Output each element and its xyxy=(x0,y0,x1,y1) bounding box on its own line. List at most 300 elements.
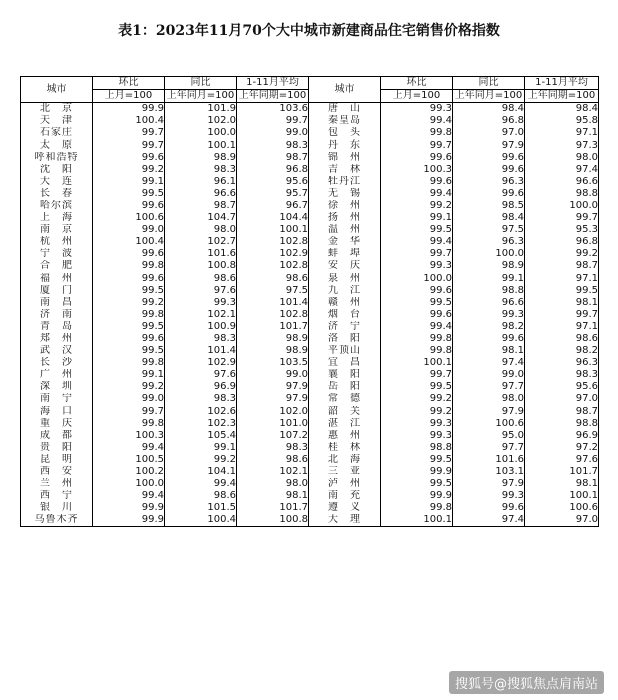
mom-left-cell: 99.8 xyxy=(93,260,165,272)
avg-right-cell: 97.4 xyxy=(525,164,599,176)
city-right-cell: 桂 林 xyxy=(309,442,381,454)
table-row xyxy=(21,285,599,297)
mom-right-cell: 99.5 xyxy=(381,381,453,393)
avg-left-cell: 107.2 xyxy=(237,430,309,442)
yoy-left-cell: 104.7 xyxy=(165,212,237,224)
mom-left-cell: 99.7 xyxy=(93,139,165,151)
avg-right-cell: 98.8 xyxy=(525,418,599,430)
mom-left-cell: 99.9 xyxy=(93,502,165,514)
city-right-cell: 唐 山 xyxy=(309,103,381,116)
mom-right-cell: 100.0 xyxy=(381,273,453,285)
yoy-left-cell: 98.6 xyxy=(165,490,237,502)
mom-left-cell: 99.2 xyxy=(93,164,165,176)
table-row xyxy=(21,297,599,309)
city-left-cell: 杭 州 xyxy=(21,236,93,248)
city-right-cell: 牡丹江 xyxy=(309,176,381,188)
mom-left-cell: 99.2 xyxy=(93,381,165,393)
table-row xyxy=(21,164,599,176)
table-row xyxy=(21,200,599,212)
yoy-right-cell: 98.2 xyxy=(453,321,525,333)
mom-right-cell: 98.8 xyxy=(381,442,453,454)
table-row xyxy=(21,139,599,151)
yoy-left-cell: 102.9 xyxy=(165,357,237,369)
mom-right-cell: 100.1 xyxy=(381,514,453,527)
city-left-cell: 兰 州 xyxy=(21,478,93,490)
city-right-cell: 蚌 埠 xyxy=(309,248,381,260)
mom-left-cell: 99.4 xyxy=(93,442,165,454)
avg-right-cell: 99.7 xyxy=(525,309,599,321)
mom-left-cell: 99.8 xyxy=(93,309,165,321)
city-right-cell: 无 锡 xyxy=(309,188,381,200)
avg-left-cell: 103.5 xyxy=(237,357,309,369)
avg-right-cell: 97.0 xyxy=(525,514,599,527)
avg-left-cell: 104.4 xyxy=(237,212,309,224)
avg-right-cell: 96.3 xyxy=(525,357,599,369)
header-avg-left: 1-11月平均 xyxy=(237,77,309,90)
yoy-right-cell: 99.3 xyxy=(453,490,525,502)
yoy-right-cell: 98.8 xyxy=(453,285,525,297)
table-row xyxy=(21,381,599,393)
yoy-right-cell: 99.6 xyxy=(453,152,525,164)
avg-left-cell: 98.0 xyxy=(237,478,309,490)
avg-left-cell: 98.3 xyxy=(237,139,309,151)
table-row xyxy=(21,115,599,127)
avg-left-cell: 99.0 xyxy=(237,369,309,381)
mom-left-cell: 99.9 xyxy=(93,103,165,116)
city-left-cell: 武 汉 xyxy=(21,345,93,357)
header-mom-right: 环比 xyxy=(381,77,453,90)
table-row xyxy=(21,212,599,224)
header-mom-base-right: 上月=100 xyxy=(381,90,453,103)
table-row xyxy=(21,260,599,272)
mom-left-cell: 99.6 xyxy=(93,273,165,285)
table-row xyxy=(21,514,599,527)
table-body xyxy=(21,103,599,527)
yoy-right-cell: 98.1 xyxy=(453,345,525,357)
avg-right-cell: 97.3 xyxy=(525,139,599,151)
mom-right-cell: 99.3 xyxy=(381,430,453,442)
price-index-table xyxy=(20,76,599,527)
yoy-right-cell: 96.6 xyxy=(453,297,525,309)
table-row xyxy=(21,321,599,333)
avg-right-cell: 97.1 xyxy=(525,321,599,333)
mom-right-cell: 99.8 xyxy=(381,502,453,514)
city-right-cell: 包 头 xyxy=(309,127,381,139)
yoy-left-cell: 99.1 xyxy=(165,442,237,454)
yoy-left-cell: 97.6 xyxy=(165,369,237,381)
yoy-right-cell: 99.1 xyxy=(453,273,525,285)
avg-left-cell: 98.7 xyxy=(237,152,309,164)
yoy-left-cell: 100.9 xyxy=(165,321,237,333)
yoy-left-cell: 100.4 xyxy=(165,514,237,527)
avg-right-cell: 98.4 xyxy=(525,103,599,116)
table-row xyxy=(21,466,599,478)
avg-right-cell: 98.1 xyxy=(525,297,599,309)
avg-left-cell: 97.9 xyxy=(237,393,309,405)
city-right-cell: 泉 州 xyxy=(309,273,381,285)
mom-right-cell: 99.5 xyxy=(381,224,453,236)
mom-right-cell: 99.4 xyxy=(381,321,453,333)
city-left-cell: 青 岛 xyxy=(21,321,93,333)
yoy-right-cell: 98.0 xyxy=(453,393,525,405)
yoy-left-cell: 98.3 xyxy=(165,333,237,345)
mom-right-cell: 99.5 xyxy=(381,297,453,309)
mom-left-cell: 99.5 xyxy=(93,188,165,200)
city-left-cell: 郑 州 xyxy=(21,333,93,345)
city-left-cell: 广 州 xyxy=(21,369,93,381)
avg-left-cell: 102.8 xyxy=(237,260,309,272)
city-right-cell: 九 江 xyxy=(309,285,381,297)
city-right-cell: 济 宁 xyxy=(309,321,381,333)
city-left-cell: 长 沙 xyxy=(21,357,93,369)
mom-left-cell: 99.6 xyxy=(93,248,165,260)
city-left-cell: 呼和浩特 xyxy=(21,152,93,164)
avg-right-cell: 100.6 xyxy=(525,502,599,514)
yoy-left-cell: 96.1 xyxy=(165,176,237,188)
avg-left-cell: 101.7 xyxy=(237,502,309,514)
yoy-left-cell: 101.6 xyxy=(165,248,237,260)
city-left-cell: 哈尔滨 xyxy=(21,200,93,212)
avg-right-cell: 99.2 xyxy=(525,248,599,260)
yoy-right-cell: 99.6 xyxy=(453,164,525,176)
avg-left-cell: 102.0 xyxy=(237,406,309,418)
city-right-cell: 泸 州 xyxy=(309,478,381,490)
avg-right-cell: 96.9 xyxy=(525,430,599,442)
avg-right-cell: 98.2 xyxy=(525,345,599,357)
city-left-cell: 乌鲁木齐 xyxy=(21,514,93,527)
city-left-cell: 深 圳 xyxy=(21,381,93,393)
yoy-left-cell: 102.6 xyxy=(165,406,237,418)
city-right-cell: 金 华 xyxy=(309,236,381,248)
table-row xyxy=(21,430,599,442)
mom-right-cell: 99.2 xyxy=(381,393,453,405)
table-row xyxy=(21,188,599,200)
avg-right-cell: 100.0 xyxy=(525,200,599,212)
yoy-left-cell: 98.3 xyxy=(165,393,237,405)
mom-right-cell: 99.1 xyxy=(381,212,453,224)
city-left-cell: 海 口 xyxy=(21,406,93,418)
header-avg-base-left: 上年同期=100 xyxy=(237,90,309,103)
yoy-left-cell: 102.7 xyxy=(165,236,237,248)
avg-left-cell: 95.6 xyxy=(237,176,309,188)
city-right-cell: 襄 阳 xyxy=(309,369,381,381)
city-right-cell: 洛 阳 xyxy=(309,333,381,345)
mom-right-cell: 99.8 xyxy=(381,333,453,345)
city-left-cell: 成 都 xyxy=(21,430,93,442)
city-left-cell: 长 春 xyxy=(21,188,93,200)
yoy-left-cell: 96.9 xyxy=(165,381,237,393)
mom-left-cell: 99.2 xyxy=(93,297,165,309)
avg-left-cell: 100.8 xyxy=(237,514,309,527)
avg-left-cell: 102.1 xyxy=(237,466,309,478)
mom-right-cell: 99.6 xyxy=(381,176,453,188)
city-right-cell: 惠 州 xyxy=(309,430,381,442)
avg-left-cell: 102.8 xyxy=(237,309,309,321)
city-left-cell: 南 宁 xyxy=(21,393,93,405)
avg-left-cell: 98.6 xyxy=(237,273,309,285)
city-right-cell: 岳 阳 xyxy=(309,381,381,393)
yoy-right-cell: 98.4 xyxy=(453,103,525,116)
table-row xyxy=(21,236,599,248)
mom-left-cell: 99.5 xyxy=(93,285,165,297)
mom-left-cell: 100.3 xyxy=(93,430,165,442)
table-row xyxy=(21,176,599,188)
avg-right-cell: 98.7 xyxy=(525,406,599,418)
city-left-cell: 银 川 xyxy=(21,502,93,514)
city-left-cell: 北 京 xyxy=(21,103,93,116)
mom-left-cell: 99.7 xyxy=(93,406,165,418)
city-right-cell: 赣 州 xyxy=(309,297,381,309)
yoy-left-cell: 101.4 xyxy=(165,345,237,357)
mom-left-cell: 99.1 xyxy=(93,369,165,381)
yoy-left-cell: 99.4 xyxy=(165,478,237,490)
city-left-cell: 贵 阳 xyxy=(21,442,93,454)
avg-right-cell: 96.6 xyxy=(525,176,599,188)
header-avg-right: 1-11月平均 xyxy=(525,77,599,90)
avg-left-cell: 96.8 xyxy=(237,164,309,176)
mom-left-cell: 100.2 xyxy=(93,466,165,478)
avg-right-cell: 98.3 xyxy=(525,369,599,381)
mom-left-cell: 99.1 xyxy=(93,176,165,188)
table-row xyxy=(21,248,599,260)
avg-right-cell: 97.1 xyxy=(525,273,599,285)
mom-right-cell: 99.4 xyxy=(381,188,453,200)
avg-right-cell: 99.7 xyxy=(525,212,599,224)
mom-left-cell: 99.0 xyxy=(93,224,165,236)
avg-right-cell: 98.7 xyxy=(525,260,599,272)
city-left-cell: 西 宁 xyxy=(21,490,93,502)
avg-right-cell: 98.0 xyxy=(525,152,599,164)
mom-left-cell: 99.6 xyxy=(93,152,165,164)
table-row xyxy=(21,454,599,466)
yoy-left-cell: 100.1 xyxy=(165,139,237,151)
city-left-cell: 福 州 xyxy=(21,273,93,285)
mom-left-cell: 99.6 xyxy=(93,200,165,212)
city-right-cell: 北 海 xyxy=(309,454,381,466)
avg-left-cell: 98.9 xyxy=(237,333,309,345)
mom-right-cell: 99.3 xyxy=(381,103,453,116)
avg-right-cell: 99.5 xyxy=(525,285,599,297)
city-left-cell: 南 京 xyxy=(21,224,93,236)
yoy-left-cell: 99.3 xyxy=(165,297,237,309)
mom-right-cell: 99.6 xyxy=(381,309,453,321)
city-right-cell: 温 州 xyxy=(309,224,381,236)
yoy-left-cell: 102.3 xyxy=(165,418,237,430)
yoy-left-cell: 98.9 xyxy=(165,152,237,164)
mom-left-cell: 99.9 xyxy=(93,514,165,527)
mom-right-cell: 99.2 xyxy=(381,200,453,212)
avg-left-cell: 98.3 xyxy=(237,442,309,454)
yoy-right-cell: 97.9 xyxy=(453,139,525,151)
mom-left-cell: 99.4 xyxy=(93,490,165,502)
yoy-left-cell: 101.9 xyxy=(165,103,237,116)
mom-right-cell: 100.1 xyxy=(381,357,453,369)
mom-right-cell: 99.3 xyxy=(381,260,453,272)
table-header xyxy=(21,77,599,103)
table-row xyxy=(21,442,599,454)
city-right-cell: 丹 东 xyxy=(309,139,381,151)
mom-left-cell: 100.4 xyxy=(93,115,165,127)
yoy-right-cell: 97.0 xyxy=(453,127,525,139)
avg-right-cell: 96.8 xyxy=(525,236,599,248)
table-row xyxy=(21,357,599,369)
avg-left-cell: 101.7 xyxy=(237,321,309,333)
avg-right-cell: 97.0 xyxy=(525,393,599,405)
table-row xyxy=(21,103,599,116)
city-right-cell: 秦皇岛 xyxy=(309,115,381,127)
avg-right-cell: 97.2 xyxy=(525,442,599,454)
avg-left-cell: 102.8 xyxy=(237,236,309,248)
yoy-left-cell: 104.1 xyxy=(165,466,237,478)
city-left-cell: 石家庄 xyxy=(21,127,93,139)
city-left-cell: 宁 波 xyxy=(21,248,93,260)
mom-right-cell: 99.4 xyxy=(381,115,453,127)
avg-left-cell: 99.7 xyxy=(237,115,309,127)
yoy-left-cell: 105.4 xyxy=(165,430,237,442)
mom-right-cell: 99.8 xyxy=(381,127,453,139)
table-title: 表1：2023年11月70个大中城市新建商品住宅销售价格指数 xyxy=(118,23,500,39)
avg-right-cell: 100.1 xyxy=(525,490,599,502)
avg-right-cell: 95.6 xyxy=(525,381,599,393)
table-row xyxy=(21,393,599,405)
city-right-cell: 三 亚 xyxy=(309,466,381,478)
yoy-right-cell: 98.5 xyxy=(453,200,525,212)
city-left-cell: 上 海 xyxy=(21,212,93,224)
yoy-right-cell: 99.6 xyxy=(453,502,525,514)
city-right-cell: 大 理 xyxy=(309,514,381,527)
table-row xyxy=(21,490,599,502)
avg-left-cell: 97.5 xyxy=(237,285,309,297)
table-row xyxy=(21,127,599,139)
city-right-cell: 锦 州 xyxy=(309,152,381,164)
yoy-right-cell: 96.8 xyxy=(453,115,525,127)
yoy-left-cell: 102.1 xyxy=(165,309,237,321)
yoy-right-cell: 96.3 xyxy=(453,236,525,248)
city-left-cell: 济 南 xyxy=(21,309,93,321)
mom-right-cell: 99.3 xyxy=(381,418,453,430)
mom-left-cell: 100.5 xyxy=(93,454,165,466)
yoy-right-cell: 103.1 xyxy=(453,466,525,478)
mom-right-cell: 99.6 xyxy=(381,152,453,164)
city-right-cell: 遵 义 xyxy=(309,502,381,514)
avg-right-cell: 97.1 xyxy=(525,127,599,139)
header-yoy-base-right: 上年同月=100 xyxy=(453,90,525,103)
city-right-cell: 扬 州 xyxy=(309,212,381,224)
avg-right-cell: 101.7 xyxy=(525,466,599,478)
mom-right-cell: 99.7 xyxy=(381,248,453,260)
mom-right-cell: 99.7 xyxy=(381,369,453,381)
mom-right-cell: 99.9 xyxy=(381,466,453,478)
yoy-right-cell: 97.7 xyxy=(453,442,525,454)
yoy-right-cell: 99.6 xyxy=(453,188,525,200)
avg-left-cell: 97.9 xyxy=(237,381,309,393)
watermark: 搜狐号@搜狐焦点肩南站 xyxy=(449,671,604,694)
city-right-cell: 平顶山 xyxy=(309,345,381,357)
avg-right-cell: 98.1 xyxy=(525,478,599,490)
mom-left-cell: 99.0 xyxy=(93,393,165,405)
yoy-left-cell: 99.2 xyxy=(165,454,237,466)
mom-right-cell: 99.7 xyxy=(381,139,453,151)
yoy-left-cell: 101.5 xyxy=(165,502,237,514)
mom-left-cell: 99.6 xyxy=(93,333,165,345)
mom-left-cell: 99.5 xyxy=(93,345,165,357)
mom-right-cell: 99.5 xyxy=(381,478,453,490)
header-mom-left: 环比 xyxy=(93,77,165,90)
avg-left-cell: 101.0 xyxy=(237,418,309,430)
yoy-left-cell: 98.7 xyxy=(165,200,237,212)
mom-left-cell: 99.7 xyxy=(93,127,165,139)
table-row xyxy=(21,152,599,164)
table-row xyxy=(21,333,599,345)
city-left-cell: 重 庆 xyxy=(21,418,93,430)
yoy-left-cell: 102.0 xyxy=(165,115,237,127)
header-mom-base-left: 上月=100 xyxy=(93,90,165,103)
yoy-right-cell: 97.9 xyxy=(453,406,525,418)
table-row xyxy=(21,345,599,357)
header-yoy-left: 同比 xyxy=(165,77,237,90)
table-row xyxy=(21,224,599,236)
avg-left-cell: 96.7 xyxy=(237,200,309,212)
yoy-left-cell: 100.8 xyxy=(165,260,237,272)
city-left-cell: 西 安 xyxy=(21,466,93,478)
avg-left-cell: 101.4 xyxy=(237,297,309,309)
yoy-right-cell: 100.0 xyxy=(453,248,525,260)
yoy-right-cell: 99.6 xyxy=(453,333,525,345)
city-right-cell: 徐 州 xyxy=(309,200,381,212)
header-city-right: 城市 xyxy=(309,77,381,103)
table-row xyxy=(21,502,599,514)
avg-right-cell: 97.6 xyxy=(525,454,599,466)
avg-right-cell: 98.6 xyxy=(525,333,599,345)
avg-right-cell: 95.8 xyxy=(525,115,599,127)
yoy-left-cell: 98.6 xyxy=(165,273,237,285)
yoy-right-cell: 97.4 xyxy=(453,357,525,369)
avg-left-cell: 98.9 xyxy=(237,345,309,357)
avg-right-cell: 95.3 xyxy=(525,224,599,236)
mom-right-cell: 99.6 xyxy=(381,285,453,297)
mom-right-cell: 100.3 xyxy=(381,164,453,176)
yoy-right-cell: 99.0 xyxy=(453,369,525,381)
mom-left-cell: 100.6 xyxy=(93,212,165,224)
mom-left-cell: 99.8 xyxy=(93,418,165,430)
mom-right-cell: 99.4 xyxy=(381,236,453,248)
table-row xyxy=(21,478,599,490)
yoy-right-cell: 97.7 xyxy=(453,381,525,393)
avg-right-cell: 98.8 xyxy=(525,188,599,200)
city-left-cell: 南 昌 xyxy=(21,297,93,309)
mom-right-cell: 99.8 xyxy=(381,345,453,357)
city-right-cell: 宜 昌 xyxy=(309,357,381,369)
mom-left-cell: 100.0 xyxy=(93,478,165,490)
city-right-cell: 南 充 xyxy=(309,490,381,502)
table-row xyxy=(21,418,599,430)
avg-left-cell: 99.0 xyxy=(237,127,309,139)
city-left-cell: 太 原 xyxy=(21,139,93,151)
mom-left-cell: 99.5 xyxy=(93,321,165,333)
yoy-right-cell: 100.6 xyxy=(453,418,525,430)
avg-left-cell: 98.1 xyxy=(237,490,309,502)
yoy-right-cell: 96.3 xyxy=(453,176,525,188)
mom-left-cell: 100.4 xyxy=(93,236,165,248)
city-right-cell: 常 德 xyxy=(309,393,381,405)
yoy-right-cell: 99.3 xyxy=(453,309,525,321)
yoy-right-cell: 101.6 xyxy=(453,454,525,466)
yoy-right-cell: 95.0 xyxy=(453,430,525,442)
yoy-left-cell: 96.6 xyxy=(165,188,237,200)
yoy-right-cell: 97.9 xyxy=(453,478,525,490)
city-right-cell: 湛 江 xyxy=(309,418,381,430)
city-left-cell: 厦 门 xyxy=(21,285,93,297)
